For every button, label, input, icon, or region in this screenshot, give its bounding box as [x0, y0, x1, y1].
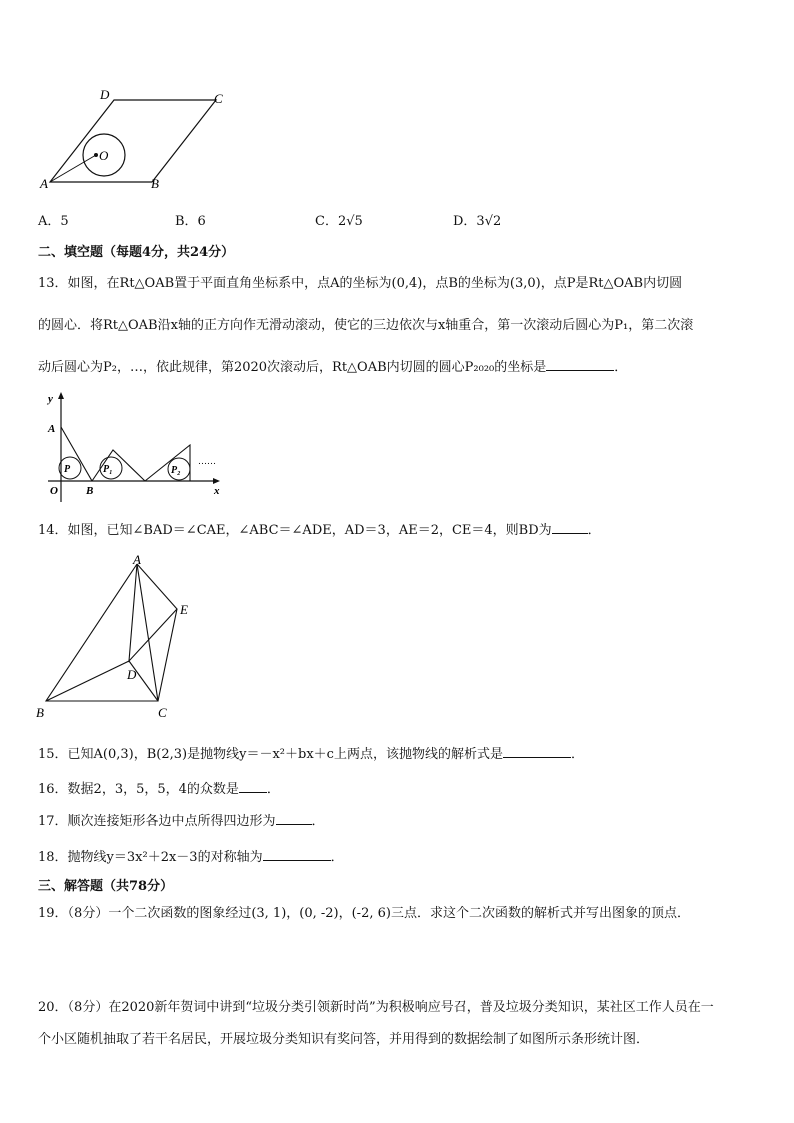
q15-text: 15．已知A(0,3)，B(2,3)是抛物线y＝－x²＋bx＋c上两点，该抛物线的解析式是 [38, 747, 503, 762]
q16-text: 16．数据2，3，5，5，4的众数是 [38, 782, 239, 797]
q16-answer-blank[interactable] [239, 780, 267, 793]
q18-line [38, 848, 344, 867]
q15-period: ． [570, 747, 584, 762]
q20-line-1: 20．（8分）在2020新年贺词中讲到“垃圾分类引领新时尚”为积极响应号召，普及垃圾分类知识，某社区工作人员在一 [38, 1000, 714, 1015]
label-x: x [214, 485, 220, 497]
label-o: O [99, 148, 109, 163]
q18-period: ． [330, 850, 344, 865]
parallelogram-abcd [50, 100, 216, 182]
label-p: P [64, 464, 71, 475]
label-dots: …… [198, 456, 216, 466]
label-b: B [86, 485, 94, 497]
q12-figure [30, 84, 240, 194]
segment-ec [158, 609, 177, 701]
label-a: A [40, 176, 48, 191]
q18-text: 18．抛物线y＝3x²＋2x－3的对称轴为 [38, 850, 263, 865]
label-y: y [48, 393, 53, 405]
label-c: C [214, 91, 223, 106]
center-o-dot [94, 153, 98, 157]
q17-text: 17．顺次连接矩形各边中点所得四边形为 [38, 814, 276, 829]
q16-line [38, 780, 280, 799]
line-ao [50, 155, 96, 182]
q13-line-3-text: 动后圆心为P₂，…，依此规律，第2020次滚动后，Rt△OAB内切圆的圆心P₂₀₂₀的坐标是 [38, 360, 547, 375]
q13-line-1: 13．如图，在Rt△OAB置于平面直角坐标系中，点A的坐标为(0,4)，点B的坐标为(3,0)，点P是Rt△OAB内切圆 [38, 276, 683, 291]
q17-period: ． [311, 814, 325, 829]
label-p1: P₁ [103, 464, 113, 475]
q13-line-2: 的圆心．将Rt△OAB沿x轴的正方向作无滑动滚动，使它的三边依次与x轴重合，第一次滚动后圆心为P₁，第二次滚 [38, 318, 694, 333]
triangle-abc [46, 564, 158, 701]
section-2-title: 二、填空题（每题4分，共24分） [38, 245, 235, 260]
label-a: A [133, 552, 141, 567]
segment-bd [46, 661, 129, 701]
q13-answer-blank[interactable] [546, 358, 614, 371]
q14-answer-blank[interactable] [552, 521, 588, 534]
label-c: C [158, 705, 167, 720]
q13-period: ． [614, 360, 628, 375]
label-b: B [151, 176, 159, 191]
q17-line [38, 812, 325, 831]
x-arrow [213, 478, 220, 484]
label-d: D [100, 87, 110, 102]
q13-line-3 [38, 358, 627, 377]
q17-answer-blank[interactable] [276, 812, 312, 825]
q14-figure [30, 552, 210, 724]
label-o: O [50, 485, 58, 497]
q16-period: ． [266, 782, 280, 797]
q12-option-a: A．5 [38, 214, 69, 229]
q15-line [38, 745, 584, 764]
q19-text: 19．（8分）一个二次函数的图象经过(3, 1)，(0, -2)，(-2, 6)三点．求这个二次函数的解析式并写出图象的顶点． [38, 906, 690, 921]
q13-figure [40, 390, 230, 510]
q14-line [38, 521, 601, 540]
q14-text: 14．如图，已知∠BAD＝∠CAE，∠ABC＝∠ADE，AD＝3，AE＝2，CE＝4，则BD为 [38, 523, 552, 538]
section-3-title: 三、解答题（共78分） [38, 879, 174, 894]
q20-line-2: 个小区随机抽取了若干名居民，开展垃圾分类知识有奖问答，并用得到的数据绘制了如图所示条形统计图． [38, 1032, 650, 1047]
q12-option-c: C．2√5 [315, 214, 363, 229]
label-b: B [36, 705, 44, 720]
q15-answer-blank[interactable] [503, 745, 571, 758]
label-p2: P₂ [171, 465, 181, 476]
label-d: D [127, 667, 137, 682]
triangle-roll-2 [145, 445, 190, 481]
label-a: A [48, 423, 56, 435]
q12-option-b: B．6 [175, 214, 206, 229]
y-arrow [58, 392, 64, 399]
q18-answer-blank[interactable] [263, 848, 331, 861]
q14-period: ． [587, 523, 601, 538]
q12-option-d: D．3√2 [453, 214, 502, 229]
label-e: E [180, 602, 188, 617]
